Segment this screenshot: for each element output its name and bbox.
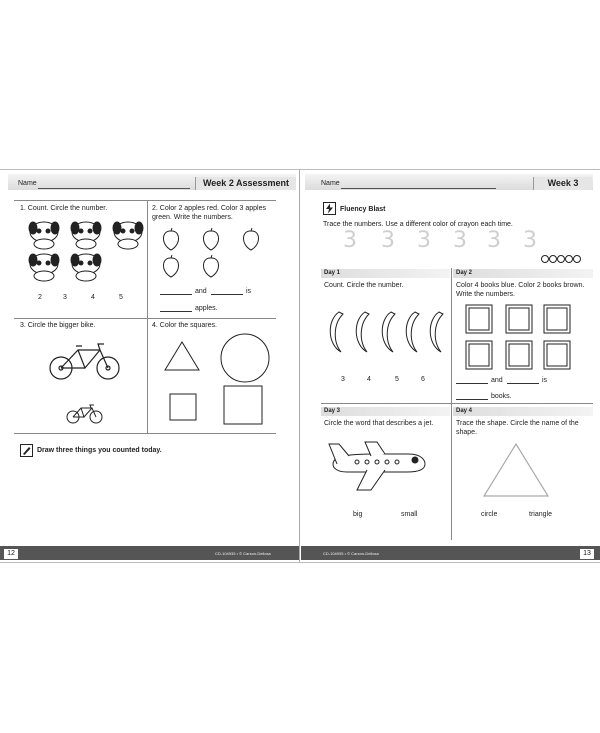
number-option[interactable]: 3 [63, 294, 67, 301]
is-label: is [246, 288, 252, 295]
question-4-prompt: 4. Color the squares. [152, 322, 217, 329]
question-2-prompt: 2. Color 2 apples red. Color 3 apples green. Write the numbers. [152, 205, 267, 221]
fluency-title: Fluency Blast [340, 206, 386, 213]
name-line[interactable] [341, 188, 496, 189]
shapes-illustration [160, 334, 275, 429]
right-page [301, 170, 600, 562]
answer-blank[interactable] [160, 294, 192, 295]
banana-illustrations [327, 310, 447, 355]
answer-blank[interactable] [160, 311, 192, 312]
divider [14, 200, 276, 201]
trace-digit[interactable]: 3 [453, 228, 467, 253]
answer-blank[interactable] [456, 399, 488, 400]
right-footer [301, 546, 600, 560]
fluency-instruction: Trace the numbers. Use a different color of crayon each time. [323, 221, 513, 228]
draw-prompt: Draw three things you counted today. [37, 447, 162, 454]
question-3-prompt: 3. Circle the bigger bike. [20, 322, 96, 329]
is-label: is [542, 377, 548, 384]
number-option[interactable]: 5 [119, 294, 123, 301]
page-number: 13 [580, 549, 594, 559]
left-page [0, 170, 300, 562]
answer-blank[interactable] [456, 383, 488, 384]
book-illustrations [464, 303, 579, 371]
day-2-prompt: Color 4 books blue. Color 2 books brown. Write the numbers. [456, 282, 585, 298]
number-option[interactable]: 5 [395, 376, 399, 383]
left-footer [0, 546, 299, 560]
number-option[interactable]: 2 [38, 294, 42, 301]
page-number: 12 [4, 549, 18, 559]
number-option[interactable]: 3 [341, 376, 345, 383]
trace-digit[interactable]: 3 [487, 228, 501, 253]
trace-digit[interactable]: 3 [523, 228, 537, 253]
day-4-prompt: Trace the shape. Circle the name of the shape. [456, 420, 579, 436]
divider [451, 268, 452, 540]
number-option[interactable]: 6 [421, 376, 425, 383]
jet-illustration [327, 436, 427, 496]
trace-digit[interactable]: 3 [381, 228, 395, 253]
name-label: Name [321, 180, 340, 187]
shape-option[interactable]: triangle [529, 511, 552, 518]
answer-blank[interactable] [507, 383, 539, 384]
divider [14, 318, 276, 319]
book-spread [0, 169, 600, 563]
page-title: Week 3 [533, 177, 592, 190]
pencil-icon [20, 444, 33, 457]
footer-credit: CD-104935 • © Carson-Dellosa [215, 551, 271, 556]
name-label: Name [18, 180, 37, 187]
number-option[interactable]: 4 [367, 376, 371, 383]
triangle-trace-shape[interactable] [481, 442, 551, 498]
day-1-prompt: Count. Circle the number. [324, 282, 404, 289]
answer-blank[interactable] [211, 294, 243, 295]
big-bike-illustration[interactable] [48, 342, 123, 382]
and-label: and [195, 288, 207, 295]
day-3-prompt: Circle the word that describes a jet. [324, 420, 434, 427]
apples-label: apples. [195, 305, 218, 312]
divider [14, 433, 276, 434]
shape-option[interactable]: circle [481, 511, 498, 518]
trace-digit[interactable]: 3 [417, 228, 431, 253]
day-2-label: Day 2 [453, 269, 593, 278]
word-option[interactable]: big [353, 511, 363, 518]
and-label: and [491, 377, 503, 384]
footer-credit: CD-104935 • © Carson-Dellosa [323, 551, 379, 556]
divider [321, 403, 593, 404]
trace-digit[interactable]: 3 [343, 228, 357, 253]
question-1-prompt: 1. Count. Circle the number. [20, 205, 108, 212]
day-4-label: Day 4 [453, 407, 593, 416]
page-title: Week 2 Assessment [195, 177, 296, 190]
crayon-tally-circles[interactable] [541, 254, 581, 264]
day-1-label: Day 1 [321, 269, 450, 278]
books-label: books. [491, 393, 512, 400]
word-option[interactable]: small [401, 511, 418, 518]
name-line[interactable] [38, 188, 190, 189]
lightning-icon [323, 202, 336, 215]
small-bike-illustration[interactable] [66, 404, 104, 424]
apple-illustrations [160, 228, 270, 280]
day-3-label: Day 3 [321, 407, 450, 416]
number-option[interactable]: 4 [91, 294, 95, 301]
dog-illustrations [28, 218, 148, 283]
